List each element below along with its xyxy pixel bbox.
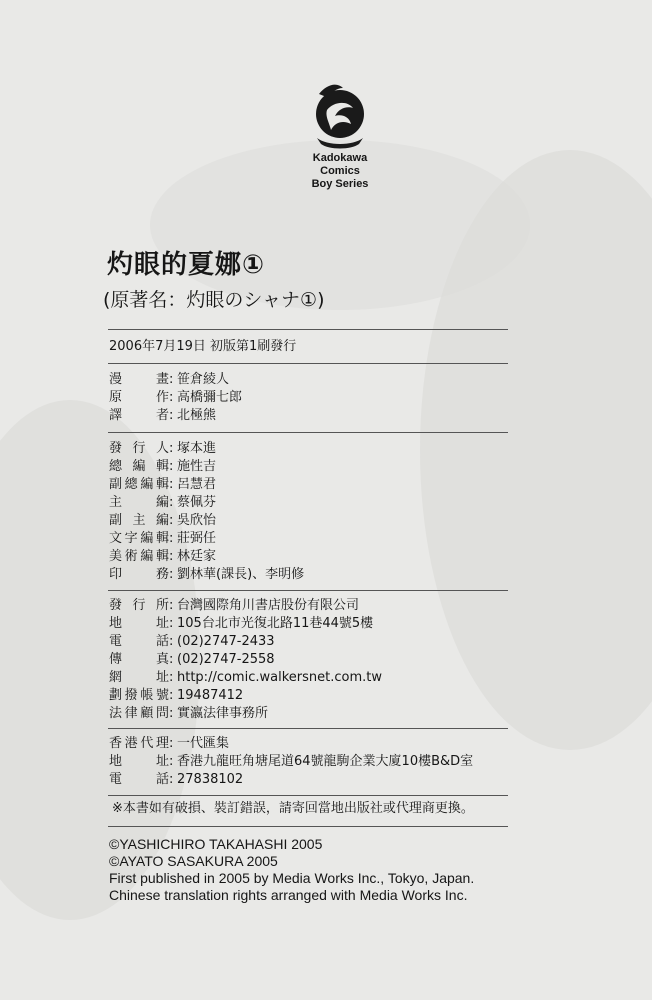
phoenix-icon <box>307 80 373 152</box>
publisher-label: 法律顧問 <box>109 706 169 721</box>
staff-row: 主編: 蔡佩芬 <box>109 495 217 510</box>
website-link[interactable]: http://comic.walkersnet.com.tw <box>177 670 382 685</box>
staff-row: 發行人: 塚本進 <box>109 441 217 456</box>
publisher-value: 19487412 <box>177 688 244 703</box>
credit-value: 笹倉綾人 <box>177 372 230 387</box>
publisher-label: 發行所 <box>109 598 169 613</box>
staff-row: 印務: 劉林華(課長)、李明修 <box>109 567 305 582</box>
publisher-row: 電話: (02)2747-2433 <box>109 634 275 649</box>
staff-row: 美術編輯: 林廷家 <box>109 549 217 564</box>
hk-row: 香港代理: 一代匯集 <box>109 736 230 751</box>
staff-value: 施性吉 <box>177 459 217 474</box>
damage-notice: ※本書如有破損、裝訂錯誤，請寄回當地出版社或代理商更換。 <box>112 801 474 816</box>
staff-value: 蔡佩芬 <box>177 495 217 510</box>
book-title: 灼眼的夏娜① <box>107 250 266 280</box>
divider <box>108 728 508 729</box>
publisher-label: 網址 <box>109 670 169 685</box>
publisher-value: 台灣國際角川書店股份有限公司 <box>177 598 360 613</box>
original-title: (原著名：灼眼のシャナ①) <box>103 289 325 311</box>
staff-value: 呂慧君 <box>177 477 217 492</box>
staff-row: 副主編: 吳欣怡 <box>109 513 217 528</box>
hk-value: 一代匯集 <box>177 736 230 751</box>
staff-label: 副主編 <box>109 513 169 528</box>
publisher-value: 105台北市光復北路11巷44號5樓 <box>177 616 374 631</box>
hk-label: 香港代理 <box>109 736 169 751</box>
copyright-line: Chinese translation rights arranged with Media Works Inc. <box>109 887 468 903</box>
credit-row: 譯者: 北極熊 <box>109 408 217 423</box>
credit-row: 原作: 高橋彌七郎 <box>109 390 243 405</box>
hk-value: 27838102 <box>177 772 244 787</box>
staff-row: 文字編輯: 莊弼任 <box>109 531 217 546</box>
credit-label: 譯者 <box>109 408 169 423</box>
divider <box>108 329 508 330</box>
copyright-line: First published in 2005 by Media Works Inc., Tokyo, Japan. <box>109 870 475 886</box>
copyright-line: ©YASHICHIRO TAKAHASHI 2005 <box>109 836 323 852</box>
publisher-row: 網址: http://comic.walkersnet.com.tw <box>109 670 382 685</box>
publisher-label: 劃撥帳號 <box>109 688 169 703</box>
copyright-line: ©AYATO SASAKURA 2005 <box>109 853 278 869</box>
staff-row: 副總編輯: 呂慧君 <box>109 477 217 492</box>
publisher-label: 電話 <box>109 634 169 649</box>
staff-value: 劉林華(課長)、李明修 <box>177 567 305 582</box>
staff-value: 莊弼任 <box>177 531 217 546</box>
credit-value: 高橋彌七郎 <box>177 390 243 405</box>
publisher-row: 劃撥帳號: 19487412 <box>109 688 244 703</box>
staff-label: 美術編輯 <box>109 549 169 564</box>
divider <box>108 432 508 433</box>
staff-value: 林廷家 <box>177 549 217 564</box>
hk-value: 香港九龍旺角塘尾道64號龍駒企業大廈10樓B&D室 <box>177 754 474 769</box>
staff-value: 吳欣怡 <box>177 513 217 528</box>
divider <box>108 795 508 796</box>
staff-label: 主編 <box>109 495 169 510</box>
logo-line-1: Kadokawa Comics <box>312 152 368 177</box>
publisher-row: 法律顧問: 實瀛法律事務所 <box>109 706 269 721</box>
publisher-row: 傳真: (02)2747-2558 <box>109 652 275 667</box>
hk-label: 地址 <box>109 754 169 769</box>
publisher-value: (02)2747-2558 <box>177 652 275 667</box>
hk-label: 電話 <box>109 772 169 787</box>
publisher-row: 地址: 105台北市光復北路11巷44號5樓 <box>109 616 374 631</box>
staff-row: 總編輯: 施性吉 <box>109 459 217 474</box>
publisher-label: 傳真 <box>109 652 169 667</box>
hk-row: 地址: 香港九龍旺角塘尾道64號龍駒企業大廈10樓B&D室 <box>109 754 474 769</box>
publisher-row: 發行所: 台灣國際角川書店股份有限公司 <box>109 598 360 613</box>
staff-label: 印務 <box>109 567 169 582</box>
publisher-logo <box>300 80 380 191</box>
credit-label: 漫畫 <box>109 372 169 387</box>
publisher-value: 實瀛法律事務所 <box>177 706 269 721</box>
edition-line: 2006年7月19日 初版第1刷發行 <box>109 339 297 354</box>
staff-label: 副總編輯 <box>109 477 169 492</box>
staff-value: 塚本進 <box>177 441 217 456</box>
divider <box>108 826 508 827</box>
publisher-value: (02)2747-2433 <box>177 634 275 649</box>
divider <box>108 590 508 591</box>
logo-line-2: Boy Series <box>311 178 369 190</box>
credit-label: 原作 <box>109 390 169 405</box>
credit-value: 北極熊 <box>177 408 217 423</box>
staff-label: 總編輯 <box>109 459 169 474</box>
publisher-label: 地址 <box>109 616 169 631</box>
hk-row: 電話: 27838102 <box>109 772 244 787</box>
staff-label: 發行人 <box>109 441 169 456</box>
divider <box>108 363 508 364</box>
staff-label: 文字編輯 <box>109 531 169 546</box>
credit-row: 漫畫: 笹倉綾人 <box>109 372 230 387</box>
